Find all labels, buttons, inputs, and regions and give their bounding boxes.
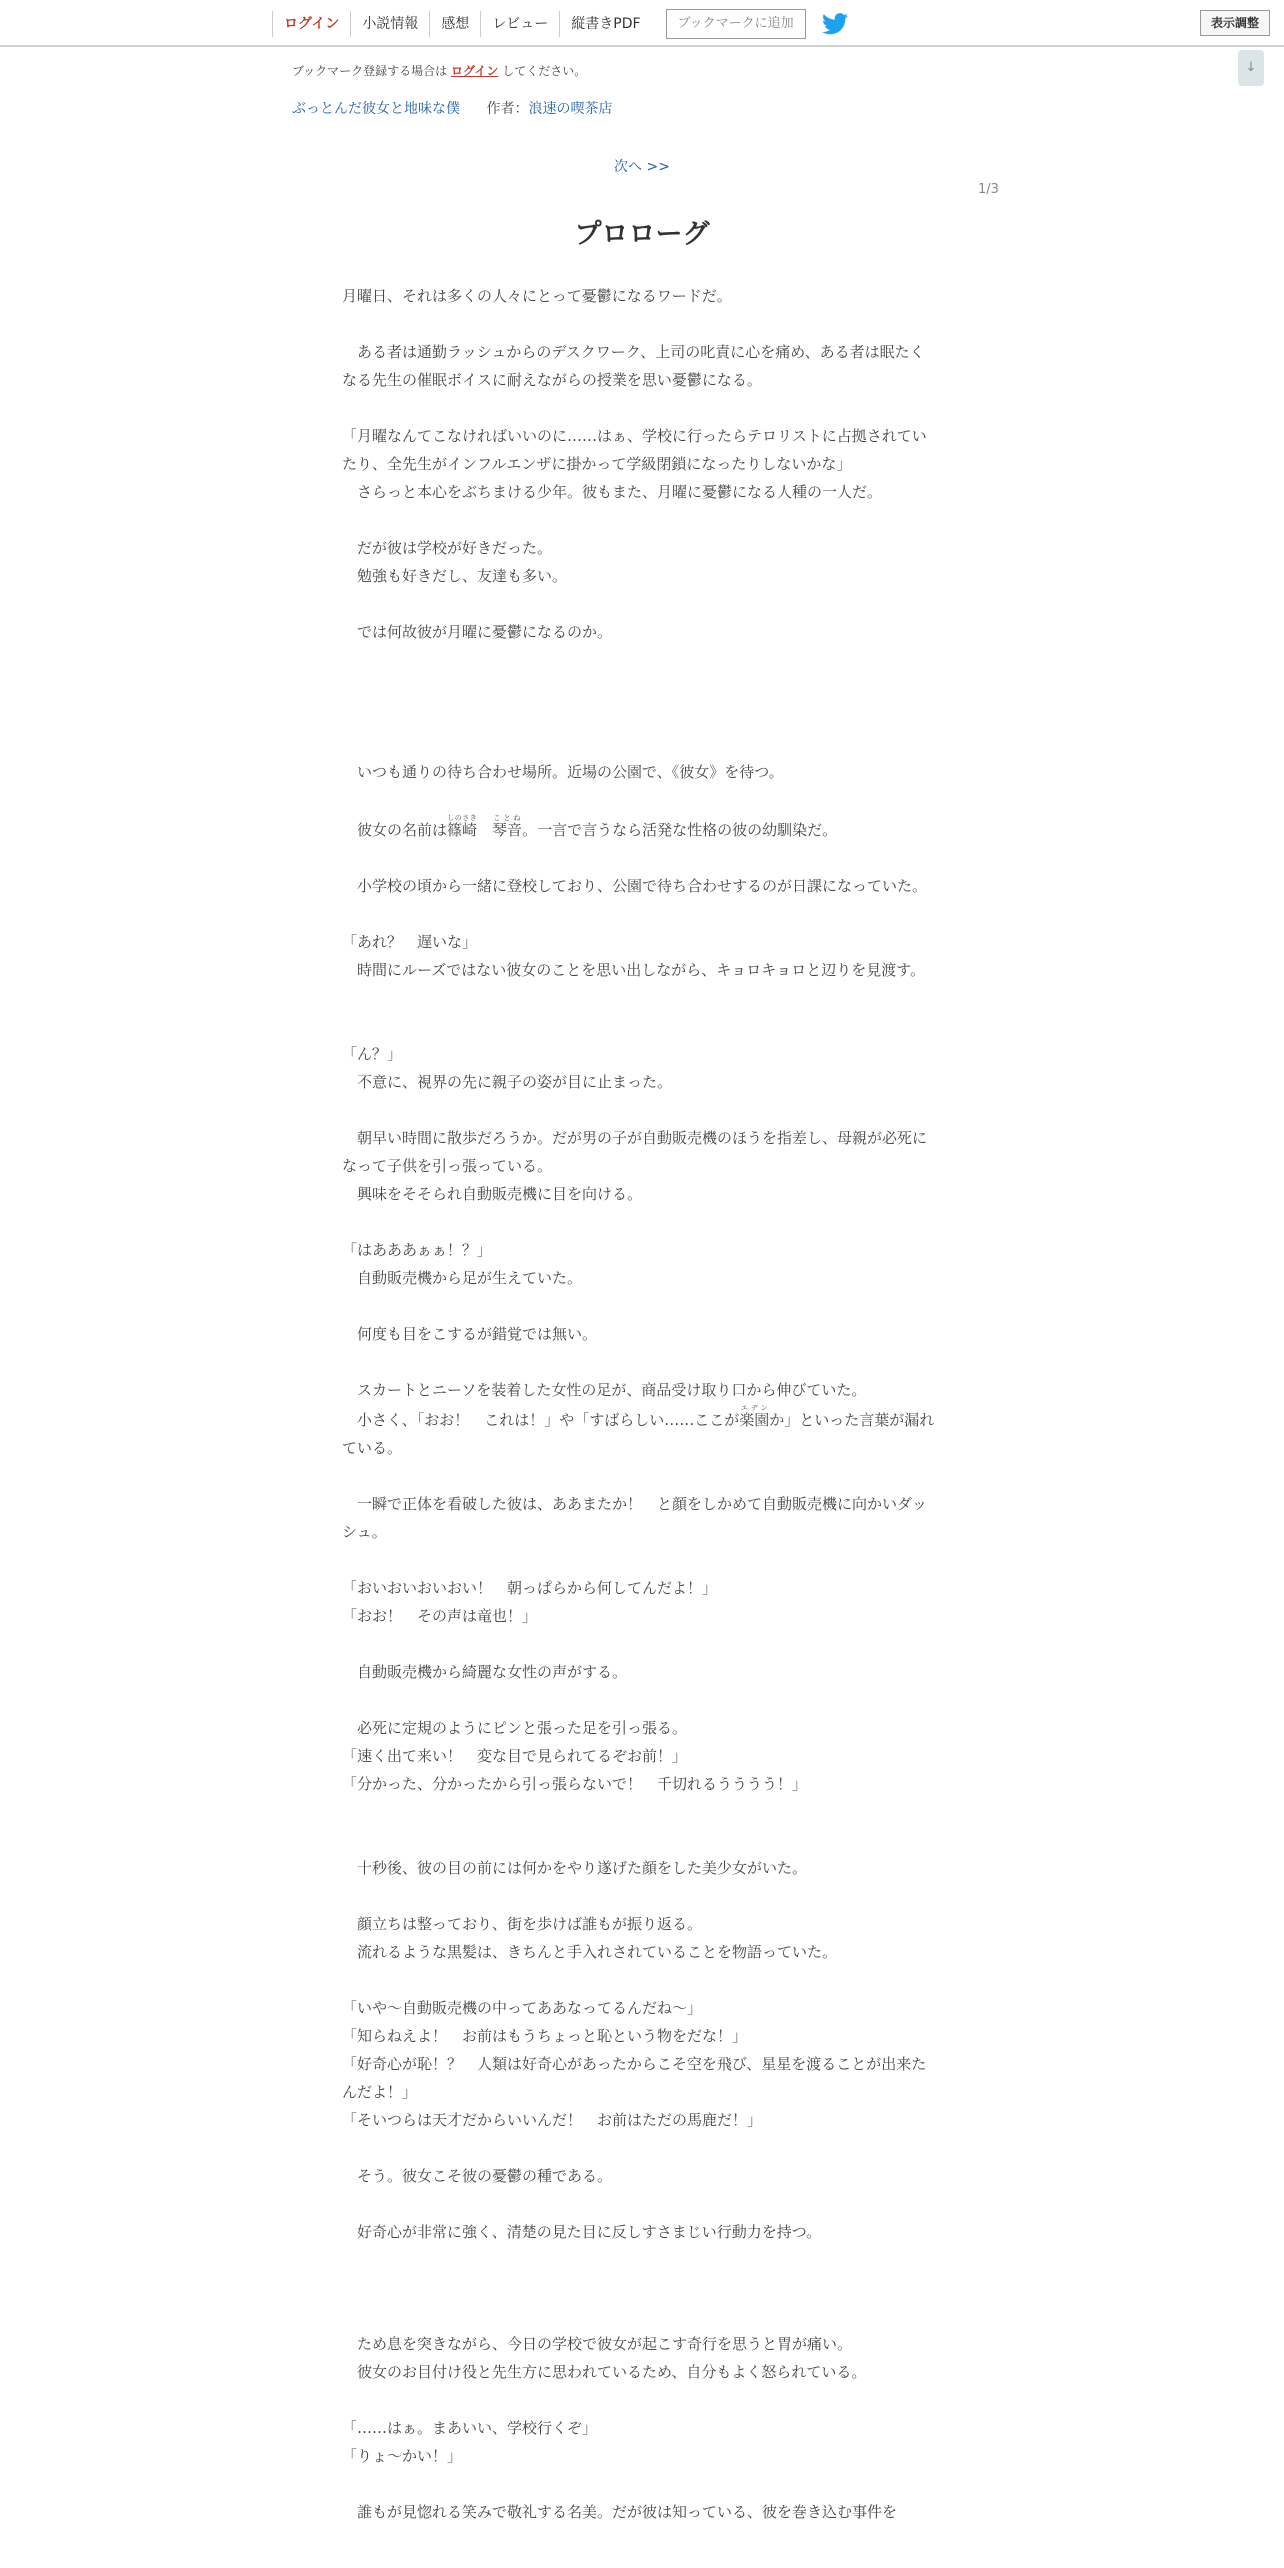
add-bookmark-button[interactable]: ブックマークに追加 [666,9,806,39]
notice-text-before: ブックマーク登録する場合は [292,64,448,78]
body-paragraph: では何故彼が月曜に憂鬱になるのか。 [357,623,613,641]
notice-login-link[interactable]: ログイン [451,64,499,78]
body-paragraph: 誰もが見惚れる笑みで敬礼する名美。だが彼は知っている、彼を巻き込む事件を [357,2503,898,2521]
body-paragraph: だが彼は学校が好きだった。 [357,539,553,557]
body-paragraph: 小学校の頃から一緒に登校しており、公園で待ち合わせするのが日課になっていた。 [357,877,928,895]
body-paragraph: 「おいおいおいおい！ 朝っぱらから何してんだよ！」 [342,1579,718,1597]
top-navigation-bar [0,0,1284,47]
ruby-surname: 篠崎しのさき [447,814,478,839]
body-paragraph: 「あれ？ 遅いな」 [342,933,478,951]
body-paragraph: 十秒後、彼の目の前には何かをやり遂げた顔をした美少女がいた。 [357,1859,808,1877]
body-paragraph: 「はあああぁぁ！？」 [342,1241,492,1259]
author-label: 作者： [486,101,529,117]
body-paragraph: 「おお！ その声は竜也！」 [342,1607,538,1625]
ruby-eden: 楽園エデン [739,1404,770,1429]
scroll-down-arrow-icon[interactable]: ↓ [1238,50,1264,86]
body-paragraph: 朝早い時間に散歩だろうか。だが男の子が自動販売機のほうを指差し、母親が必死になって子供を引っ張っている。 [342,1129,928,1175]
body-paragraph: 彼女のお目付け役と先生方に思われているため、自分もよく怒られている。 [357,2363,867,2381]
body-paragraph: 「そいつらは天才だからいいんだ！ お前はただの馬鹿だ！」 [342,2111,763,2129]
body-paragraph: 不意に、視界の先に親子の姿が目に止まった。 [357,1073,673,1091]
body-paragraph: 「月曜なんてこなければいいのに……はぁ、学校に行ったらテロリストに占拠されていたり、全先生がインフルエンザに掛かって学級閉鎖になったりしないかな」 [342,427,927,473]
display-settings-button[interactable]: 表示調整 [1200,10,1270,36]
body-paragraph: 小さく、「おお！ これは！」や「すばらしい……ここが楽園エデンか」といった言葉が漏れている。 [342,1404,935,1457]
nav-review-link[interactable]: レビュー [480,11,559,37]
body-paragraph: 興味をそそられ自動販売機に目を向ける。 [357,1185,643,1203]
body-paragraph: 必死に定規のようにピンと張った足を引っ張る。 [357,1719,688,1737]
body-paragraph: 自動販売機から綺麗な女性の声がする。 [357,1663,628,1681]
ruby-text-before: 彼女の名前は [357,821,448,839]
nav-novel-info-link[interactable]: 小説情報 [350,11,429,37]
nav-vertical-pdf-link[interactable]: 縦書きPDF [559,11,651,37]
body-paragraph: 月曜日、それは多くの人々にとって憂鬱になるワードだ。 [342,287,732,305]
body-paragraph: そう。彼女こそ彼の憂鬱の種である。 [357,2167,613,2185]
main-nav [272,9,848,39]
body-paragraph: ため息を突きながら、今日の学校で彼女が起こす奇行を思うと胃が痛い。 [357,2335,853,2353]
twitter-bird-icon[interactable] [822,13,848,35]
novel-header [292,98,612,118]
body-paragraph [342,814,936,844]
body-paragraph: 勉強も好きだし、友達も多い。 [357,567,568,585]
ruby-given-name: 琴音ことね [492,814,523,839]
body-paragraph: ある者は通勤ラッシュからのデスクワーク、上司の叱責に心を痛め、ある者は眠たくなる先生の催眠ボイスに耐えながらの授業を思い憂鬱になる。 [342,343,925,389]
body-paragraph: 一瞬で正体を看破した彼は、ああまたか！ と顔をしかめて自動販売機に向かいダッシュ。 [342,1495,928,1541]
page-counter: 1/3 [978,182,999,197]
body-paragraph: さらっと本心をぶちまける少年。彼もまた、月曜に憂鬱になる人種の一人だ。 [357,483,883,501]
notice-text-after: してください。 [502,64,587,78]
chapter-title: プロローグ [574,219,710,250]
novel-body-text [342,282,936,2526]
body-paragraph: スカートとニーソを装着した女性の足が、商品受け取り口から伸びていた。 [357,1381,867,1399]
body-paragraph: 「りょ～かい！」 [342,2447,463,2465]
body-paragraph: 「分かった、分かったから引っ張らないで！ 千切れるうううう！」 [342,1775,808,1793]
body-paragraph: 流れるような黒髪は、きちんと手入れされていることを物語っていた。 [357,1943,838,1961]
author-link[interactable]: 浪速の喫茶店 [528,101,613,117]
bookmark-login-notice [292,62,586,79]
body-paragraph: 「いや～自動販売機の中ってああなってるんだね～」 [342,1999,703,2017]
body-paragraph: いつも通りの待ち合わせ場所。近場の公園で、《彼女》を待つ。 [357,763,784,781]
body-paragraph: 好奇心が非常に強く、清楚の見た目に反しすさまじい行動力を持つ。 [357,2223,822,2241]
next-page-link[interactable]: 次へ >> [614,159,670,175]
body-paragraph: 時間にルーズではない彼女のことを思い出しながら、キョロキョロと辺りを見渡す。 [357,961,926,979]
nav-login-link[interactable]: ログイン [272,11,350,37]
novel-title-link[interactable]: ぶっとんだ彼女と地味な僕 [292,101,460,117]
body-paragraph: 「知らねえよ！ お前はもうちょっと恥という物をだな！」 [342,2027,748,2045]
ruby-text-after: 。一言で言うなら活発な性格の彼の幼馴染だ。 [522,821,838,839]
body-paragraph: 顔立ちは整っており、街を歩けば誰もが振り返る。 [357,1915,703,1933]
nav-impressions-link[interactable]: 感想 [429,11,480,37]
body-paragraph: 自動販売機から足が生えていた。 [357,1269,583,1287]
body-paragraph: 「……はぁ。まあいい、学校行くぞ」 [342,2419,598,2437]
body-paragraph: 何度も目をこするが錯覚では無い。 [357,1325,598,1343]
body-paragraph: 「速く出て来い！ 変な目で見られてるぞお前！」 [342,1747,688,1765]
body-paragraph: 「好奇心が恥！？ 人類は好奇心があったからこそ空を飛び、星星を渡ることが出来たんだよ！」 [342,2055,927,2101]
body-paragraph: 「ん？」 [342,1045,403,1063]
